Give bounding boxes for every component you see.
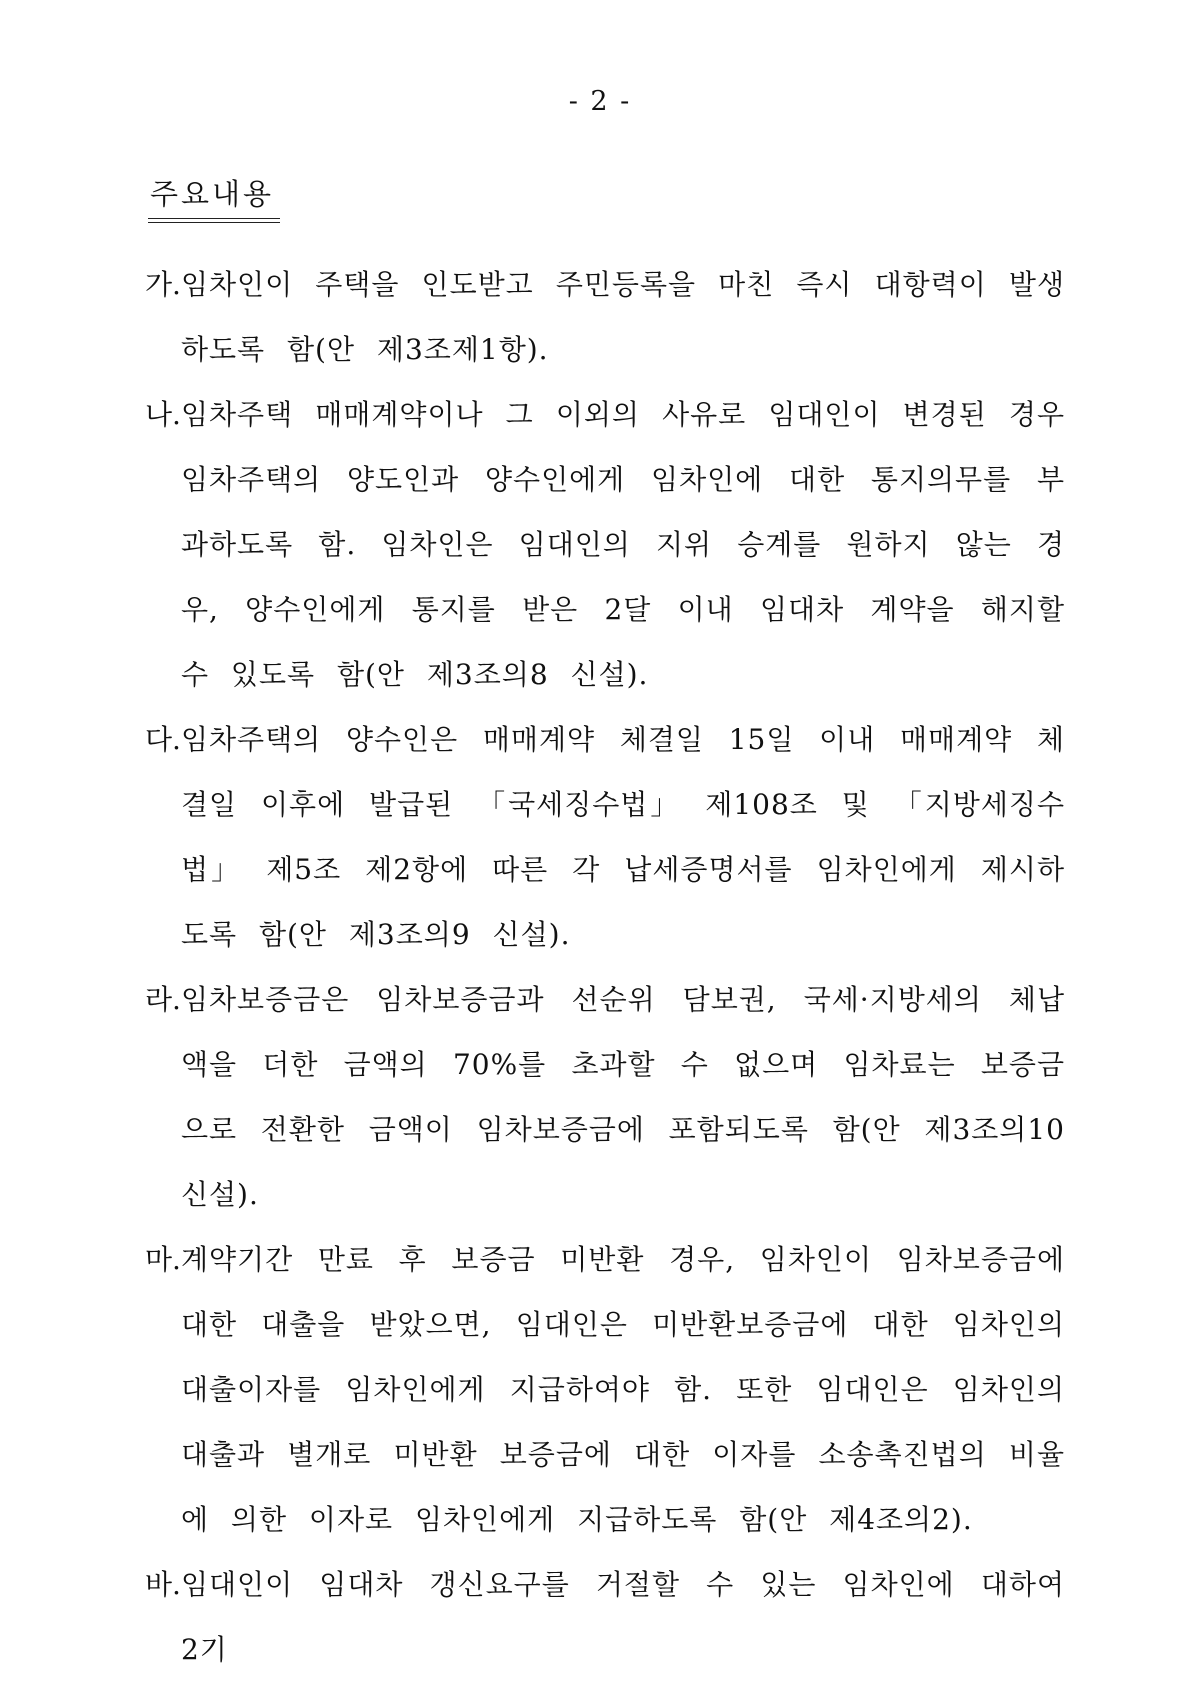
item-text: 임차인이 주택을 인도받고 주민등록을 마친 즉시 대항력이 발생하도록 함(안 제3조제1항). (180, 268, 1065, 366)
list-item-ma (145, 1227, 1065, 1552)
list-item-ra (145, 967, 1065, 1227)
section-title-double-underline (148, 218, 280, 223)
item-text: 임차주택 매매계약이나 그 이외의 사유로 임대인이 변경된 경우 임차주택의 양도인과 양수인에게 임차인에 대한 통지의무를 부과하도록 함. 임차인은 임대인의 지위 승계를 원하지 않는 경우, 양수인에게 통지를 받은 2달 이내 임대차 계약을 해지할 수 있도록 함(안 제3조의8 신설). (180, 398, 1065, 691)
list-item-ga (145, 252, 1065, 382)
list-item-da (145, 707, 1065, 967)
item-text: 임대인이 임대차 갱신요구를 거절할 수 있는 임차인에 대하여 2기 (180, 1568, 1065, 1666)
item-text: 임차보증금은 임차보증금과 선순위 담보권, 국세·지방세의 체납액을 더한 금액의 70%를 초과할 수 없으며 임차료는 보증금으로 전환한 금액이 임차보증금에 포함되도록 함(안 제3조의10 신설). (180, 983, 1065, 1211)
item-marker: 바. (145, 1568, 181, 1601)
item-text: 계약기간 만료 후 보증금 미반환 경우, 임차인이 임차보증금에 대한 대출을 받았으면, 임대인은 미반환보증금에 대한 임차인의 대출이자를 임차인에게 지급하여야 함. 또한 임대인은 임차인의 대출과 별개로 미반환 보증금에 대한 이자를 소송촉진법의 비율에 의한 이자로 임차인에게 지급하도록 함(안 제4조의2). (180, 1243, 1065, 1536)
item-text: 임차주택의 양수인은 매매계약 체결일 15일 이내 매매계약 체결일 이후에 발급된 「국세징수법」 제108조 및 「지방세징수법」 제5조 제2항에 따른 각 납세증명서를 임차인에게 제시하도록 함(안 제3조의9 신설). (180, 723, 1065, 951)
main-content-list (145, 252, 1065, 1682)
page-number: - 2 - (568, 86, 632, 117)
list-item-na (145, 382, 1065, 707)
section-title: 주요내용 (150, 177, 275, 211)
item-marker: 마. (145, 1243, 181, 1276)
item-marker: 나. (145, 398, 181, 431)
list-item-ba (145, 1552, 1065, 1682)
item-marker: 다. (145, 723, 181, 756)
item-marker: 가. (145, 268, 181, 301)
item-marker: 라. (145, 983, 181, 1016)
